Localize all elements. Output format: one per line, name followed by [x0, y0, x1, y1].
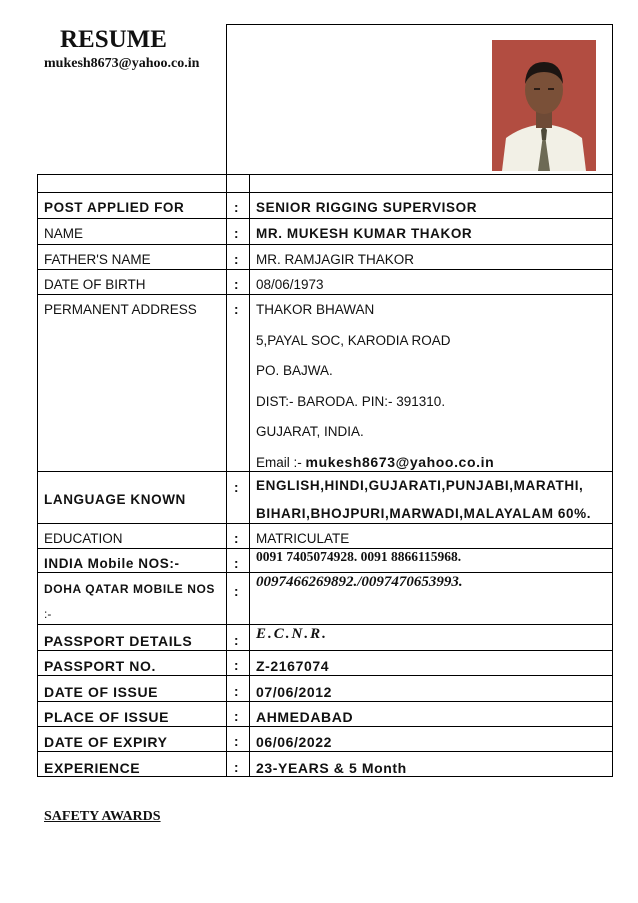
- issue-date-sep: :: [234, 684, 240, 699]
- qatar-mobile-sep: :: [234, 584, 240, 599]
- address-sep: :: [234, 302, 240, 317]
- issue-place-value: AHMEDABAD: [256, 709, 354, 725]
- dob-sep: :: [234, 277, 240, 292]
- dob-label: DATE OF BIRTH: [44, 277, 146, 292]
- education-value: MATRICULATE: [256, 531, 350, 546]
- name-value: MR. MUKESH KUMAR THAKOR: [256, 226, 473, 241]
- passport-no-value: Z-2167074: [256, 658, 330, 674]
- profile-photo: [492, 40, 596, 171]
- issue-place-sep: :: [234, 709, 240, 724]
- address-email: mukesh8673@yahoo.co.in: [305, 454, 495, 470]
- address-line: PO. BAJWA.: [256, 363, 333, 378]
- language-line: ENGLISH,HINDI,GUJARATI,PUNJABI,MARATHI,: [256, 478, 584, 493]
- address-email-prefix: Email :-: [256, 455, 302, 470]
- post-label: POST APPLIED FOR: [44, 200, 185, 215]
- dob-value: 08/06/1973: [256, 277, 324, 292]
- address-label: PERMANENT ADDRESS: [44, 302, 197, 317]
- name-label: NAME: [44, 226, 84, 241]
- expiry-value: 06/06/2022: [256, 734, 333, 750]
- india-mobile-value: 0091 7405074928. 0091 8866115968.: [256, 549, 462, 564]
- language-sep: :: [234, 480, 240, 495]
- experience-sep: :: [234, 760, 240, 775]
- address-line: GUJARAT, INDIA.: [256, 424, 364, 439]
- education-label: EDUCATION: [44, 531, 123, 546]
- name-sep: :: [234, 226, 240, 241]
- language-label: LANGUAGE KNOWN: [44, 492, 186, 507]
- qatar-mobile-label-suffix: :-: [44, 607, 52, 621]
- resume-title: RESUME: [60, 26, 167, 53]
- safety-awards-heading: SAFETY AWARDS: [44, 809, 161, 824]
- education-sep: :: [234, 531, 240, 546]
- experience-value: 23-YEARS & 5 Month: [256, 760, 407, 776]
- india-mobile-label: INDIA Mobile NOS:-: [44, 556, 180, 571]
- qatar-mobile-label: DOHA QATAR MOBILE NOS: [44, 582, 216, 596]
- experience-label: EXPERIENCE: [44, 760, 141, 776]
- language-line: BIHARI,BHOJPURI,MARWADI,MALAYALAM 60%.: [256, 506, 592, 521]
- passport-details-value: E.C.N.R.: [256, 626, 328, 642]
- passport-details-sep: :: [234, 633, 240, 648]
- issue-date-value: 07/06/2012: [256, 684, 333, 700]
- father-label: FATHER'S NAME: [44, 252, 151, 267]
- post-value: SENIOR RIGGING SUPERVISOR: [256, 200, 478, 215]
- header-email: mukesh8673@yahoo.co.in: [44, 56, 200, 71]
- address-line: THAKOR BHAWAN: [256, 302, 375, 317]
- expiry-label: DATE OF EXPIRY: [44, 734, 168, 750]
- passport-no-sep: :: [234, 658, 240, 673]
- expiry-sep: :: [234, 734, 240, 749]
- address-email-line: [256, 454, 494, 470]
- address-line: 5,PAYAL SOC, KARODIA ROAD: [256, 333, 451, 348]
- father-value: MR. RAMJAGIR THAKOR: [256, 252, 415, 267]
- passport-no-label: PASSPORT NO.: [44, 658, 156, 674]
- qatar-mobile-value: 0097466269892./0097470653993.: [256, 574, 463, 590]
- passport-details-label: PASSPORT DETAILS: [44, 633, 193, 649]
- address-line: DIST:- BARODA. PIN:- 391310.: [256, 394, 446, 409]
- father-sep: :: [234, 252, 240, 267]
- issue-place-label: PLACE OF ISSUE: [44, 709, 170, 725]
- issue-date-label: DATE OF ISSUE: [44, 684, 159, 700]
- post-sep: :: [234, 200, 240, 215]
- india-mobile-sep: :: [234, 556, 240, 571]
